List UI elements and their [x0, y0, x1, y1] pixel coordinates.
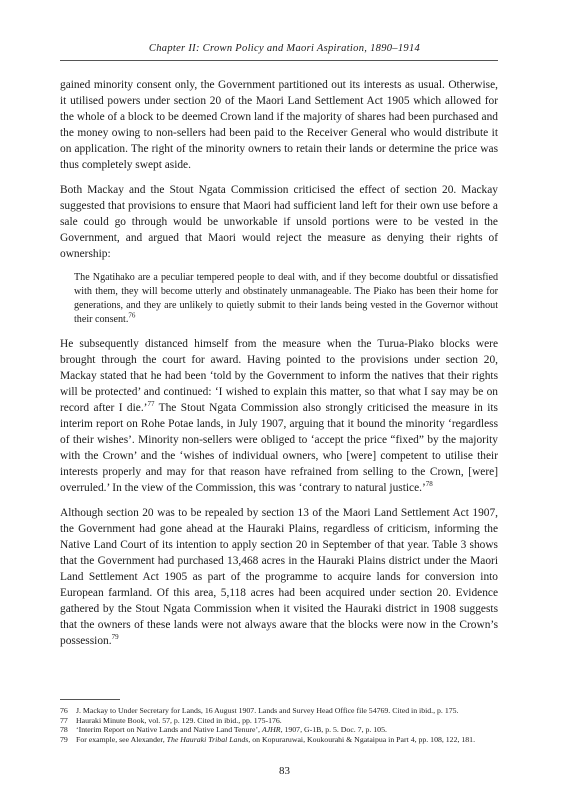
paragraph-3-part-a: He subsequently distanced himself from the measure when the Turua-Piako blocks were brought through the court for award. Having pointed to the provisions under section 20, Mackay stated that he had been ‘told by the Government to inform the natives that their rights will be protected’ and continued: ‘I wished to explain this matter, so that what I say may be on record after I die.’ — [60, 338, 498, 414]
paragraph-4 — [60, 505, 498, 649]
quote-text: The Ngatihako are a peculiar tempered people to deal with, and if they become doubtful or dissatisfied with them, they will become utterly and obstinately unmanageable. The Piako has been their home for generations, and they are unlikely to quietly submit to their lands being vested in the Governor without their consent. — [74, 272, 498, 325]
footnote — [60, 716, 498, 726]
footnote-text-pre: ‘Interim Report on Native Lands and Native Land Tenure’, — [76, 725, 262, 735]
footnote-italic-title: AJHR — [261, 725, 281, 735]
paragraph-4-text: Although section 20 was to be repealed by section 13 of the Maori Land Settlement Act 1907, the Government had gone ahead at the Hauraki Plains, regardless of criticism, informing the Native Land Court of its intention to apply section 20 in September of that year. Table 3 shows that the Government had purchased 13,468 acres in the Hauraki Plains district under the Maori Land Settlement Act 1905 as part of the programme to acquire lands for conversion into European farmland. Of this area, 5,118 acres had been acquired under section 20. Evidence gathered by the Stout Ngata Commission when it visited the Hauraki district in 1908 suggests that the owners of these lands were not always aware that the blocks were now in the Crown’s possession. — [60, 507, 498, 647]
footnote — [60, 706, 498, 716]
footnote-text — [76, 725, 498, 735]
paragraph-2: Both Mackay and the Stout Ngata Commission criticised the effect of section 20. Mackay suggested that provisions to ensure that Maori had sufficient land left for their own use before a sale could go through would be unworkable if unsold portions were to be vested in the Government, and argued that Maori would reject the measure as denying their rights of ownership: — [60, 184, 498, 260]
body-text — [60, 77, 498, 658]
footnote-rule — [60, 699, 120, 700]
footnote-number: 77 — [60, 715, 68, 725]
block-quote — [74, 271, 498, 327]
footnote-text-post: , 1907, G-1B, p. 5. Doc. 7, p. 105. — [280, 725, 387, 735]
header-rule — [60, 60, 498, 61]
paragraph-1: gained minority consent only, the Government partitioned out its interests as usual. Otherwise, it utilised powers under section 20 of the Maori Land Settlement Act 1905 which allowed for the whole of a block to be deemed Crown land if the majority of shares had been purchased and the money owing to non-sellers had been paid to the Receiver General who would distribute it on application. The right of the minority owners to retain their lands or determine the price was thus completely swept aside. — [60, 79, 498, 171]
footnote-text: J. Mackay to Under Secretary for Lands, 16 August 1907. Lands and Survey Head Office file 54769. Cited in ibid., p. 175. — [76, 706, 459, 715]
footnote-number: 78 — [60, 725, 68, 735]
footnote-text-pre: For example, see Alexander, — [76, 734, 167, 744]
running-head: Chapter II: Crown Policy and Maori Aspiration, 1890–1914 — [148, 43, 421, 54]
footnote-ref-76: 76 — [128, 311, 136, 320]
footnote — [60, 735, 498, 745]
footnote-text-post: , on Kopuraruwai, Koukourahi & Ngataipua in Part 4, pp. 108, 122, 181. — [248, 734, 476, 744]
paragraph-3-part-b: The Stout Ngata Commission also strongly criticised the measure in its interim report on Rohe Potae lands, in July 1907, arguing that it bound the minority ‘regardless of their wishes’. Minority non-sellers were obliged to ‘accept the price “fixed” by the majority with the Crown’ and the ‘wishes of individual owners, who [were] competent to utilise their interests properly and may for that reason have refrained from selling to the Crown, [were] overruled.’ In the view of the Commission, this was ‘contrary to natural justice.’ — [60, 402, 498, 494]
footnote-text — [76, 735, 498, 745]
footnote — [60, 725, 498, 735]
footnote-ref-77: 77 — [147, 400, 155, 409]
footnote-ref-78: 78 — [425, 480, 433, 489]
footnote-number: 76 — [60, 706, 68, 715]
footnotes — [60, 706, 498, 744]
footnote-number: 79 — [60, 734, 68, 744]
page-number: 83 — [279, 765, 290, 777]
paragraph-3 — [60, 336, 498, 496]
footnote-italic-title: The Hauraki Tribal Lands — [166, 734, 249, 744]
footnote-ref-79: 79 — [111, 633, 119, 642]
footnote-text: Hauraki Minute Book, vol. 57, p. 129. Cited in ibid., pp. 175-176. — [76, 715, 282, 725]
